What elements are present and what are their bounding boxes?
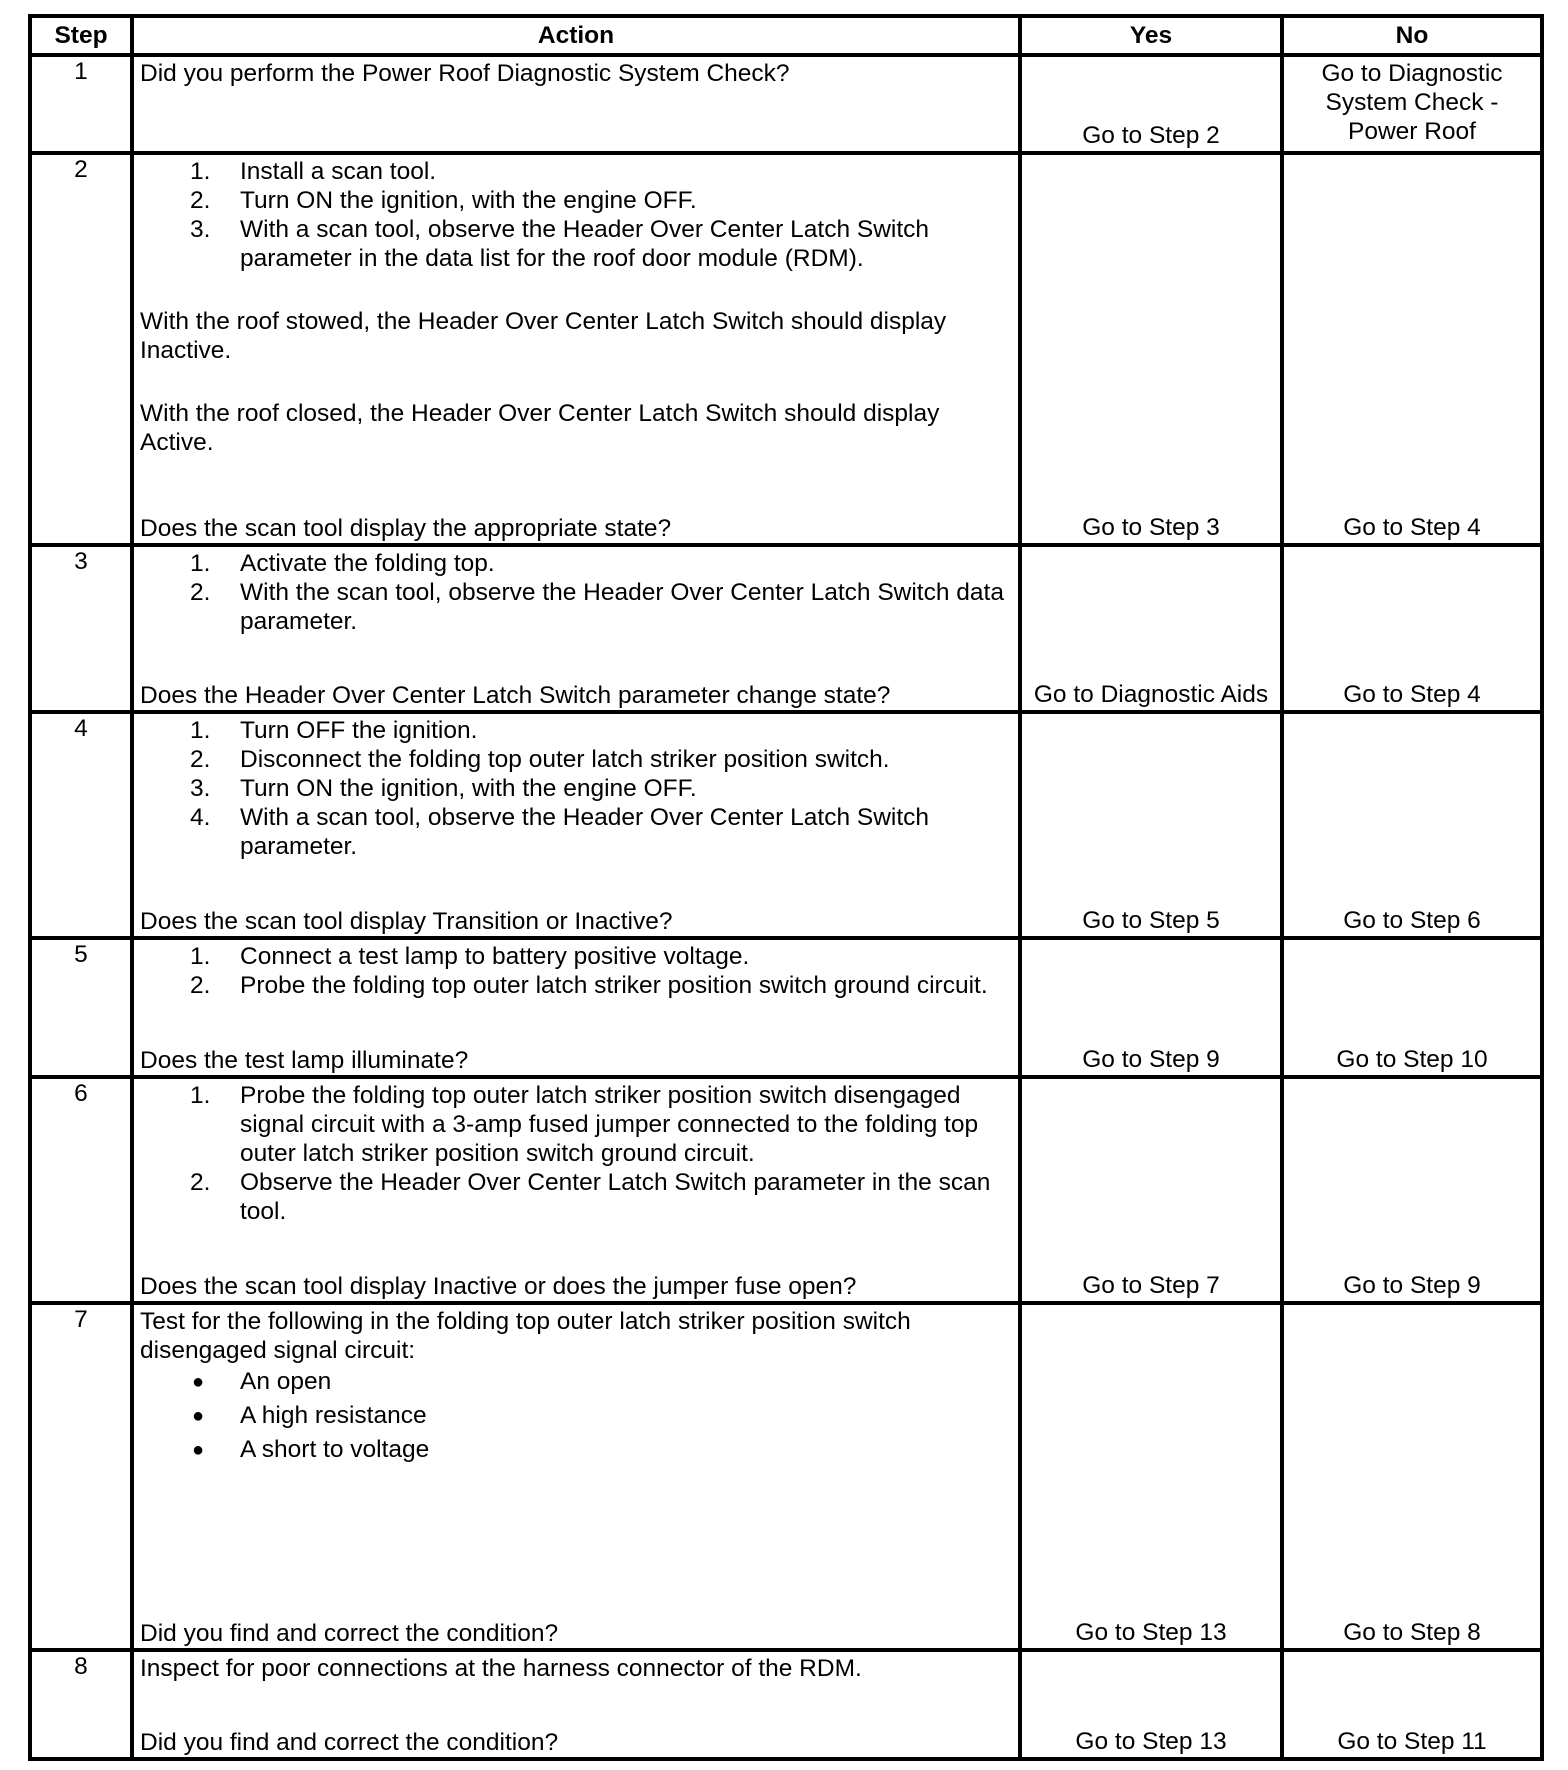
- list-item: 2. Probe the folding top outer latch striker position switch ground circuit.: [190, 972, 988, 1000]
- step-number: 3: [30, 545, 132, 713]
- table-row: [30, 938, 1542, 1076]
- header-row: [30, 16, 1542, 55]
- action-cell: [132, 545, 1020, 713]
- action-cell: [132, 1077, 1020, 1304]
- list-item: 1. Install a scan tool.: [190, 158, 437, 186]
- yes-action: Go to Step 9: [1082, 1045, 1220, 1073]
- table-row: [30, 712, 1542, 938]
- question-text: Does the scan tool display Transition or Inactive?: [140, 908, 673, 936]
- list-item: 2. Observe the Header Over Center Latch Switch parameter in the scan tool.: [190, 1168, 991, 1225]
- yes-action: Go to Diagnostic Aids: [1033, 681, 1269, 709]
- no-cell: [1282, 1650, 1542, 1759]
- no-cell: [1282, 1077, 1542, 1304]
- table-row: [30, 153, 1542, 544]
- numbered-steps: [140, 157, 1014, 273]
- list-item: 1. Connect a test lamp to battery positive voltage.: [190, 943, 750, 971]
- no-action: Go to Step 9: [1343, 1272, 1481, 1300]
- step-number: 7: [30, 1303, 132, 1649]
- list-item: ● A high resistance: [192, 1402, 427, 1430]
- action-cell: [132, 712, 1020, 938]
- table-row: [30, 1303, 1542, 1649]
- list-item: 3. Turn ON the ignition, with the engine OFF.: [190, 775, 697, 803]
- list-item: 1. Activate the folding top.: [190, 549, 495, 577]
- yes-cell: [1020, 1303, 1282, 1649]
- step-number: 6: [30, 1077, 132, 1304]
- no-action: Go to Step 11: [1337, 1728, 1487, 1755]
- yes-cell: [1020, 545, 1282, 713]
- yes-cell: [1020, 712, 1282, 938]
- question-text: Does the scan tool display Inactive or does the jumper fuse open?: [140, 1273, 857, 1301]
- list-item: 3. With a scan tool, observe the Header Over Center Latch Switch parameter in the data list for the roof door module (RDM).: [190, 216, 930, 273]
- header-yes: Yes: [1020, 16, 1282, 55]
- no-action: Go to Diagnostic System Check - Power Roof: [1321, 60, 1503, 145]
- list-item: 2. With the scan tool, observe the Header Over Center Latch Switch data parameter.: [190, 578, 1004, 635]
- step-number: 2: [30, 153, 132, 544]
- action-text: Inspect for poor connections at the harness connector of the RDM.: [140, 1654, 862, 1682]
- numbered-steps: [140, 716, 1014, 861]
- numbered-steps: [140, 549, 1014, 636]
- numbered-steps: [140, 1081, 1014, 1226]
- table-row: [30, 1650, 1542, 1759]
- table-row: [30, 1077, 1542, 1304]
- action-cell: [132, 938, 1020, 1076]
- no-cell: [1282, 1303, 1542, 1649]
- list-item: 1. Turn OFF the ignition.: [190, 717, 478, 745]
- no-cell: [1282, 938, 1542, 1076]
- table-row: [30, 55, 1542, 153]
- no-action: Go to Step 10: [1336, 1045, 1488, 1073]
- no-cell: [1282, 545, 1542, 713]
- no-action: Go to Step 4: [1343, 513, 1481, 541]
- yes-cell: [1020, 1650, 1282, 1759]
- list-item: 1. Probe the folding top outer latch striker position switch disengaged signal circuit with a 3-amp fused jumper connected to the folding top outer latch striker position switch ground circuit.: [190, 1081, 979, 1167]
- list-item: 4. With a scan tool, observe the Header Over Center Latch Switch parameter.: [190, 804, 930, 861]
- header-action: Action: [132, 16, 1020, 55]
- table-row: [30, 545, 1542, 713]
- step-number: 5: [30, 938, 132, 1076]
- yes-cell: [1020, 153, 1282, 544]
- yes-action: Go to Step 13: [1075, 1618, 1227, 1646]
- action-cell: [132, 55, 1020, 153]
- list-item: ● A short to voltage: [192, 1436, 430, 1464]
- yes-action: Go to Step 13: [1075, 1728, 1227, 1755]
- diagnostic-table: [28, 14, 1544, 1761]
- yes-action: Go to Step 2: [1082, 122, 1220, 150]
- yes-cell: [1020, 1077, 1282, 1304]
- header-no: No: [1282, 16, 1542, 55]
- action-text: Did you perform the Power Roof Diagnostic System Check?: [140, 60, 790, 87]
- question-text: Did you find and correct the condition?: [140, 1729, 559, 1756]
- action-cell: [132, 1303, 1020, 1649]
- question-text: Does the scan tool display the appropriate state?: [140, 514, 672, 542]
- step-number: 4: [30, 712, 132, 938]
- note-text: With the roof closed, the Header Over Center Latch Switch should display Active.: [140, 400, 940, 457]
- step-number: 8: [30, 1650, 132, 1759]
- no-cell: [1282, 153, 1542, 544]
- question-text: Does the test lamp illuminate?: [140, 1046, 469, 1074]
- no-cell: [1282, 712, 1542, 938]
- step-number: 1: [30, 55, 132, 153]
- list-item: 2. Turn ON the ignition, with the engine OFF.: [190, 187, 697, 215]
- yes-cell: [1020, 55, 1282, 153]
- yes-action: Go to Step 7: [1082, 1272, 1220, 1300]
- action-cell: [132, 1650, 1020, 1759]
- list-item: ● An open: [192, 1368, 332, 1396]
- numbered-steps: [140, 942, 1014, 1000]
- note-text: With the roof stowed, the Header Over Center Latch Switch should display Inactive.: [140, 308, 947, 365]
- no-action: Go to Step 4: [1343, 681, 1481, 709]
- yes-action: Go to Step 5: [1082, 907, 1220, 935]
- list-item: 2. Disconnect the folding top outer latch striker position switch.: [190, 746, 890, 774]
- no-cell: [1282, 55, 1542, 153]
- no-action: Go to Step 8: [1343, 1618, 1481, 1646]
- yes-cell: [1020, 938, 1282, 1076]
- no-action: Go to Step 6: [1343, 907, 1481, 935]
- yes-action: Go to Step 3: [1082, 513, 1220, 541]
- question-text: Did you find and correct the condition?: [140, 1619, 559, 1647]
- bullet-list: [140, 1365, 1014, 1467]
- action-text: Test for the following in the folding top outer latch striker position switch disengaged signal circuit:: [140, 1308, 911, 1365]
- action-cell: [132, 153, 1020, 544]
- header-step: Step: [30, 16, 132, 55]
- question-text: Does the Header Over Center Latch Switch parameter change state?: [140, 682, 891, 710]
